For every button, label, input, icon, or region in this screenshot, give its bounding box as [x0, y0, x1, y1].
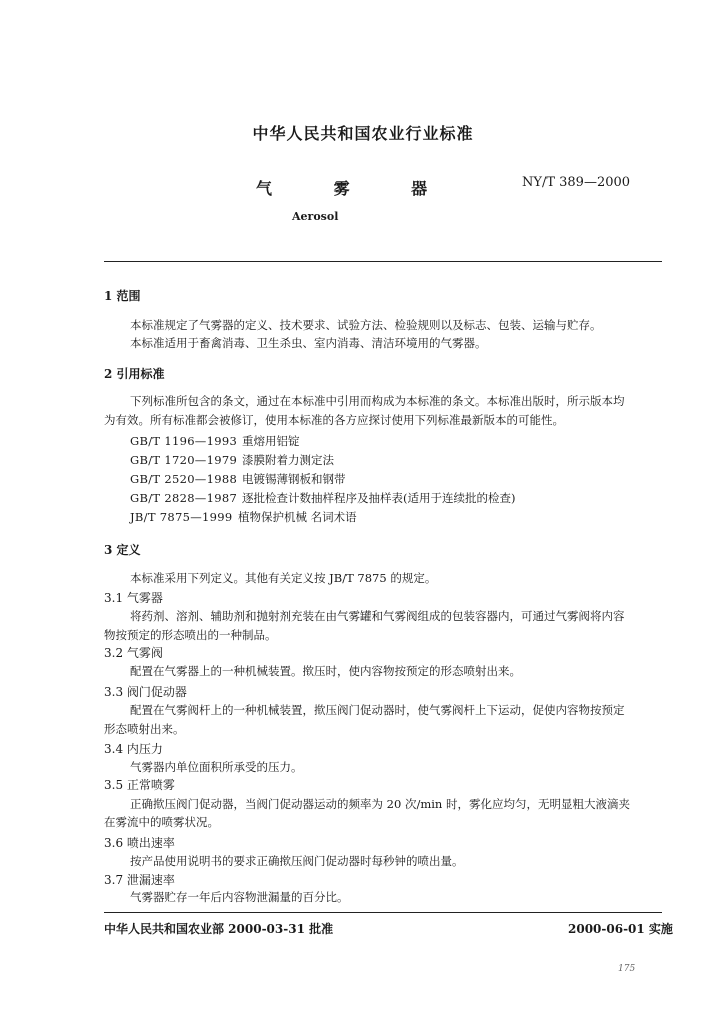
definition-3-6-heading: 3.6 喷出速率 [104, 836, 175, 850]
reference-title: 电镀锡薄钢板和钢带 [242, 472, 346, 486]
reference-title: 植物保护机械 名词术语 [238, 510, 357, 524]
section-2-intro-line-1: 下列标准所包含的条文，通过在本标准中引用而构成为本标准的条文。本标准出版时，所示版本均 [130, 394, 625, 408]
standard-title: 中华人民共和国农业行业标准 [252, 124, 474, 143]
document-title: 气 雾 器 [256, 179, 456, 198]
reference-title: 漆膜附着力测定法 [242, 453, 334, 467]
definition-3-4-heading: 3.4 内压力 [104, 742, 163, 756]
reference-title: 逐批检查计数抽样程序及抽样表(适用于连续批的检查) [242, 491, 516, 505]
section-3-intro: 本标准采用下列定义。其他有关定义按 JB/T 7875 的规定。 [130, 571, 437, 585]
document-number: NY/T 389—2000 [522, 175, 631, 190]
definition-3-1-text-cont: 物按预定的形态喷出的一种制品。 [104, 628, 277, 642]
effective-date: 2000-06-01 实施 [568, 922, 673, 936]
definition-3-7-text: 气雾器贮存一年后内容物泄漏量的百分比。 [130, 890, 349, 904]
header-divider [104, 261, 662, 262]
definition-3-3-heading: 3.3 阀门促动器 [104, 685, 187, 699]
reference-code: JB/T 7875—1999 [130, 510, 233, 524]
definition-3-6-text: 按产品使用说明书的要求正确揿压阀门促动器时每秒钟的喷出量。 [130, 854, 464, 868]
definition-3-5-text-cont: 在雾流中的喷雾状况。 [104, 815, 219, 829]
document-title-english: Aerosol [292, 210, 339, 223]
definition-3-5-text: 正确揿压阀门促动器，当阀门促动器运动的频率为 20 次/min 时，雾化应均匀，无明显粗大液滴夹 [130, 797, 630, 811]
reference-code: GB/T 2828—1987 [130, 491, 238, 505]
reference-item [130, 433, 300, 449]
footer-divider [104, 912, 662, 913]
reference-item [130, 471, 346, 487]
definition-3-2-text: 配置在气雾器上的一种机械装置。揿压时，使内容物按预定的形态喷射出来。 [130, 664, 521, 678]
section-2-heading: 2 引用标准 [104, 367, 165, 381]
reference-item [130, 452, 334, 468]
section-1-heading: 1 范围 [104, 289, 141, 303]
reference-title: 重熔用铝锭 [242, 434, 300, 448]
reference-code: GB/T 1720—1979 [130, 453, 238, 467]
reference-item [130, 509, 357, 525]
reference-code: GB/T 1196—1993 [130, 434, 238, 448]
approval-line: 中华人民共和国农业部 2000-03-31 批准 [104, 922, 334, 936]
reference-item [130, 490, 515, 506]
definition-3-1-heading: 3.1 气雾器 [104, 591, 163, 605]
section-1-paragraph-1: 本标准规定了气雾器的定义、技术要求、试验方法、检验规则以及标志、包装、运输与贮存。 [130, 318, 602, 332]
definition-3-2-heading: 3.2 气雾阀 [104, 646, 163, 660]
definition-3-4-text: 气雾器内单位面积所承受的压力。 [130, 760, 303, 774]
section-3-heading: 3 定义 [104, 543, 141, 557]
section-1-paragraph-2: 本标准适用于畜禽消毒、卫生杀虫、室内消毒、清洁环境用的气雾器。 [130, 336, 487, 350]
section-2-intro-line-2: 为有效。所有标准都会被修订，使用本标准的各方应探讨使用下列标准最新版本的可能性。 [104, 413, 564, 427]
definition-3-3-text-cont: 形态喷射出来。 [104, 722, 185, 736]
page-number: 175 [618, 964, 636, 974]
reference-code: GB/T 2520—1988 [130, 472, 238, 486]
definition-3-5-heading: 3.5 正常喷雾 [104, 778, 175, 792]
definition-3-7-heading: 3.7 泄漏速率 [104, 873, 175, 887]
definition-3-3-text: 配置在气雾阀杆上的一种机械装置，揿压阀门促动器时，使气雾阀杆上下运动，促使内容物按预定 [130, 703, 625, 717]
definition-3-1-text: 将药剂、溶剂、辅助剂和抛射剂充装在由气雾罐和气雾阀组成的包装容器内，可通过气雾阀将内容 [130, 609, 625, 623]
